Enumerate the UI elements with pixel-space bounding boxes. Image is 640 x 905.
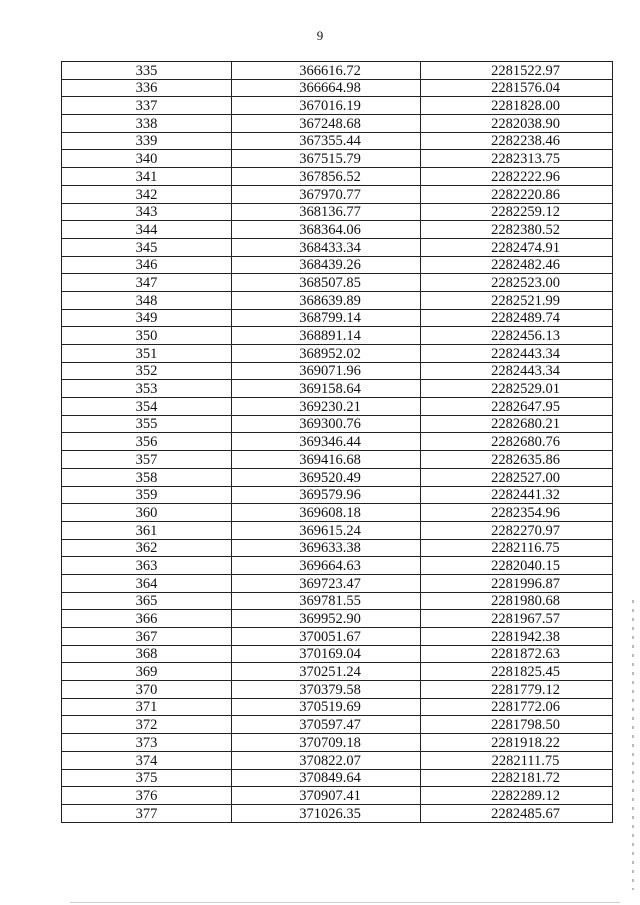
x-coordinate-cell: 368136.77 bbox=[232, 203, 421, 221]
y-coordinate-cell: 2281918.22 bbox=[421, 734, 613, 752]
y-coordinate-cell: 2282443.34 bbox=[421, 345, 613, 363]
table-row bbox=[62, 115, 613, 133]
table-row bbox=[62, 327, 613, 345]
x-coordinate-cell: 369158.64 bbox=[232, 380, 421, 398]
x-coordinate-cell: 370251.24 bbox=[232, 663, 421, 681]
x-coordinate-cell: 370169.04 bbox=[232, 645, 421, 663]
point-number-cell: 374 bbox=[62, 751, 232, 769]
x-coordinate-cell: 370822.07 bbox=[232, 751, 421, 769]
x-coordinate-cell: 370051.67 bbox=[232, 628, 421, 646]
y-coordinate-cell: 2282443.34 bbox=[421, 362, 613, 380]
x-coordinate-cell: 369664.63 bbox=[232, 557, 421, 575]
table-row bbox=[62, 256, 613, 274]
point-number-cell: 345 bbox=[62, 238, 232, 256]
table-row bbox=[62, 168, 613, 186]
y-coordinate-cell: 2282680.76 bbox=[421, 433, 613, 451]
x-coordinate-cell: 369579.96 bbox=[232, 486, 421, 504]
y-coordinate-cell: 2282289.12 bbox=[421, 787, 613, 805]
table-row bbox=[62, 504, 613, 522]
x-coordinate-cell: 369633.38 bbox=[232, 539, 421, 557]
table-row bbox=[62, 557, 613, 575]
y-coordinate-cell: 2282038.90 bbox=[421, 115, 613, 133]
point-number-cell: 370 bbox=[62, 681, 232, 699]
table-row bbox=[62, 309, 613, 327]
point-number-cell: 367 bbox=[62, 628, 232, 646]
x-coordinate-cell: 366616.72 bbox=[232, 62, 421, 80]
point-number-cell: 357 bbox=[62, 451, 232, 469]
point-number-cell: 358 bbox=[62, 468, 232, 486]
x-coordinate-cell: 368439.26 bbox=[232, 256, 421, 274]
x-coordinate-cell: 369071.96 bbox=[232, 362, 421, 380]
x-coordinate-cell: 369416.68 bbox=[232, 451, 421, 469]
x-coordinate-cell: 369230.21 bbox=[232, 398, 421, 416]
x-coordinate-cell: 369615.24 bbox=[232, 521, 421, 539]
point-number-cell: 343 bbox=[62, 203, 232, 221]
point-number-cell: 371 bbox=[62, 698, 232, 716]
x-coordinate-cell: 370849.64 bbox=[232, 769, 421, 787]
table-row bbox=[62, 274, 613, 292]
y-coordinate-cell: 2282647.95 bbox=[421, 398, 613, 416]
point-number-cell: 351 bbox=[62, 345, 232, 363]
point-number-cell: 361 bbox=[62, 521, 232, 539]
table-body bbox=[62, 62, 613, 823]
y-coordinate-cell: 2282040.15 bbox=[421, 557, 613, 575]
point-number-cell: 366 bbox=[62, 610, 232, 628]
point-number-cell: 375 bbox=[62, 769, 232, 787]
table-row bbox=[62, 804, 613, 822]
x-coordinate-cell: 370709.18 bbox=[232, 734, 421, 752]
point-number-cell: 349 bbox=[62, 309, 232, 327]
point-number-cell: 365 bbox=[62, 592, 232, 610]
y-coordinate-cell: 2282482.46 bbox=[421, 256, 613, 274]
point-number-cell: 353 bbox=[62, 380, 232, 398]
y-coordinate-cell: 2282485.67 bbox=[421, 804, 613, 822]
table-row bbox=[62, 415, 613, 433]
point-number-cell: 359 bbox=[62, 486, 232, 504]
table-row bbox=[62, 345, 613, 363]
point-number-cell: 342 bbox=[62, 185, 232, 203]
x-coordinate-cell: 370379.58 bbox=[232, 681, 421, 699]
point-number-cell: 341 bbox=[62, 168, 232, 186]
point-number-cell: 363 bbox=[62, 557, 232, 575]
table-row bbox=[62, 380, 613, 398]
point-number-cell: 364 bbox=[62, 574, 232, 592]
y-coordinate-cell: 2282270.97 bbox=[421, 521, 613, 539]
x-coordinate-cell: 367355.44 bbox=[232, 132, 421, 150]
table-row bbox=[62, 451, 613, 469]
x-coordinate-cell: 368952.02 bbox=[232, 345, 421, 363]
y-coordinate-cell: 2282222.96 bbox=[421, 168, 613, 186]
table-row bbox=[62, 681, 613, 699]
x-coordinate-cell: 368639.89 bbox=[232, 291, 421, 309]
point-number-cell: 347 bbox=[62, 274, 232, 292]
y-coordinate-cell: 2282529.01 bbox=[421, 380, 613, 398]
x-coordinate-cell: 369520.49 bbox=[232, 468, 421, 486]
y-coordinate-cell: 2282523.00 bbox=[421, 274, 613, 292]
point-number-cell: 362 bbox=[62, 539, 232, 557]
point-number-cell: 337 bbox=[62, 97, 232, 115]
table-row bbox=[62, 610, 613, 628]
y-coordinate-cell: 2282380.52 bbox=[421, 221, 613, 239]
x-coordinate-cell: 367515.79 bbox=[232, 150, 421, 168]
table-row bbox=[62, 592, 613, 610]
x-coordinate-cell: 369300.76 bbox=[232, 415, 421, 433]
y-coordinate-cell: 2281967.57 bbox=[421, 610, 613, 628]
table-row bbox=[62, 132, 613, 150]
point-number-cell: 360 bbox=[62, 504, 232, 522]
table-row bbox=[62, 539, 613, 557]
y-coordinate-cell: 2282238.46 bbox=[421, 132, 613, 150]
x-coordinate-cell: 369723.47 bbox=[232, 574, 421, 592]
scan-bottom-line bbox=[70, 902, 620, 903]
table-row bbox=[62, 769, 613, 787]
x-coordinate-cell: 368364.06 bbox=[232, 221, 421, 239]
y-coordinate-cell: 2282680.21 bbox=[421, 415, 613, 433]
x-coordinate-cell: 371026.35 bbox=[232, 804, 421, 822]
y-coordinate-cell: 2281798.50 bbox=[421, 716, 613, 734]
x-coordinate-cell: 370597.47 bbox=[232, 716, 421, 734]
y-coordinate-cell: 2281996.87 bbox=[421, 574, 613, 592]
point-number-cell: 339 bbox=[62, 132, 232, 150]
x-coordinate-cell: 366664.98 bbox=[232, 79, 421, 97]
table-row bbox=[62, 787, 613, 805]
y-coordinate-cell: 2281942.38 bbox=[421, 628, 613, 646]
x-coordinate-cell: 367856.52 bbox=[232, 168, 421, 186]
table-row bbox=[62, 628, 613, 646]
point-number-cell: 354 bbox=[62, 398, 232, 416]
x-coordinate-cell: 369952.90 bbox=[232, 610, 421, 628]
page-number: 9 bbox=[316, 28, 324, 43]
table-row bbox=[62, 734, 613, 752]
point-number-cell: 368 bbox=[62, 645, 232, 663]
y-coordinate-cell: 2282474.91 bbox=[421, 238, 613, 256]
table-row bbox=[62, 185, 613, 203]
point-number-cell: 350 bbox=[62, 327, 232, 345]
y-coordinate-cell: 2281779.12 bbox=[421, 681, 613, 699]
table-row bbox=[62, 150, 613, 168]
scan-edge-mark bbox=[632, 600, 634, 890]
table-row bbox=[62, 468, 613, 486]
table-row bbox=[62, 79, 613, 97]
point-number-cell: 373 bbox=[62, 734, 232, 752]
y-coordinate-cell: 2281980.68 bbox=[421, 592, 613, 610]
table-row bbox=[62, 751, 613, 769]
point-number-cell: 336 bbox=[62, 79, 232, 97]
x-coordinate-cell: 370907.41 bbox=[232, 787, 421, 805]
point-number-cell: 344 bbox=[62, 221, 232, 239]
point-number-cell: 348 bbox=[62, 291, 232, 309]
y-coordinate-cell: 2281828.00 bbox=[421, 97, 613, 115]
x-coordinate-cell: 367970.77 bbox=[232, 185, 421, 203]
table-row bbox=[62, 574, 613, 592]
table-row bbox=[62, 663, 613, 681]
table-row bbox=[62, 398, 613, 416]
table-row bbox=[62, 645, 613, 663]
y-coordinate-cell: 2281522.97 bbox=[421, 62, 613, 80]
y-coordinate-cell: 2281772.06 bbox=[421, 698, 613, 716]
y-coordinate-cell: 2282259.12 bbox=[421, 203, 613, 221]
x-coordinate-cell: 368433.34 bbox=[232, 238, 421, 256]
y-coordinate-cell: 2282441.32 bbox=[421, 486, 613, 504]
x-coordinate-cell: 369608.18 bbox=[232, 504, 421, 522]
x-coordinate-cell: 368891.14 bbox=[232, 327, 421, 345]
y-coordinate-cell: 2281825.45 bbox=[421, 663, 613, 681]
y-coordinate-cell: 2281576.04 bbox=[421, 79, 613, 97]
y-coordinate-cell: 2282220.86 bbox=[421, 185, 613, 203]
table-row bbox=[62, 97, 613, 115]
coordinates-table bbox=[61, 61, 613, 823]
table-row bbox=[62, 62, 613, 80]
table-row bbox=[62, 221, 613, 239]
y-coordinate-cell: 2282116.75 bbox=[421, 539, 613, 557]
point-number-cell: 346 bbox=[62, 256, 232, 274]
y-coordinate-cell: 2282635.86 bbox=[421, 451, 613, 469]
y-coordinate-cell: 2282111.75 bbox=[421, 751, 613, 769]
x-coordinate-cell: 368799.14 bbox=[232, 309, 421, 327]
point-number-cell: 369 bbox=[62, 663, 232, 681]
point-number-cell: 340 bbox=[62, 150, 232, 168]
y-coordinate-cell: 2281872.63 bbox=[421, 645, 613, 663]
y-coordinate-cell: 2282181.72 bbox=[421, 769, 613, 787]
point-number-cell: 335 bbox=[62, 62, 232, 80]
x-coordinate-cell: 367248.68 bbox=[232, 115, 421, 133]
x-coordinate-cell: 367016.19 bbox=[232, 97, 421, 115]
point-number-cell: 377 bbox=[62, 804, 232, 822]
point-number-cell: 376 bbox=[62, 787, 232, 805]
point-number-cell: 372 bbox=[62, 716, 232, 734]
table-row bbox=[62, 433, 613, 451]
table-row bbox=[62, 203, 613, 221]
table-row bbox=[62, 486, 613, 504]
point-number-cell: 338 bbox=[62, 115, 232, 133]
y-coordinate-cell: 2282527.00 bbox=[421, 468, 613, 486]
table-row bbox=[62, 362, 613, 380]
point-number-cell: 355 bbox=[62, 415, 232, 433]
point-number-cell: 352 bbox=[62, 362, 232, 380]
y-coordinate-cell: 2282354.96 bbox=[421, 504, 613, 522]
table-row bbox=[62, 238, 613, 256]
y-coordinate-cell: 2282521.99 bbox=[421, 291, 613, 309]
table-row bbox=[62, 698, 613, 716]
point-number-cell: 356 bbox=[62, 433, 232, 451]
table-row bbox=[62, 521, 613, 539]
y-coordinate-cell: 2282313.75 bbox=[421, 150, 613, 168]
x-coordinate-cell: 369781.55 bbox=[232, 592, 421, 610]
y-coordinate-cell: 2282489.74 bbox=[421, 309, 613, 327]
x-coordinate-cell: 368507.85 bbox=[232, 274, 421, 292]
table-row bbox=[62, 291, 613, 309]
y-coordinate-cell: 2282456.13 bbox=[421, 327, 613, 345]
x-coordinate-cell: 369346.44 bbox=[232, 433, 421, 451]
x-coordinate-cell: 370519.69 bbox=[232, 698, 421, 716]
table-row bbox=[62, 716, 613, 734]
